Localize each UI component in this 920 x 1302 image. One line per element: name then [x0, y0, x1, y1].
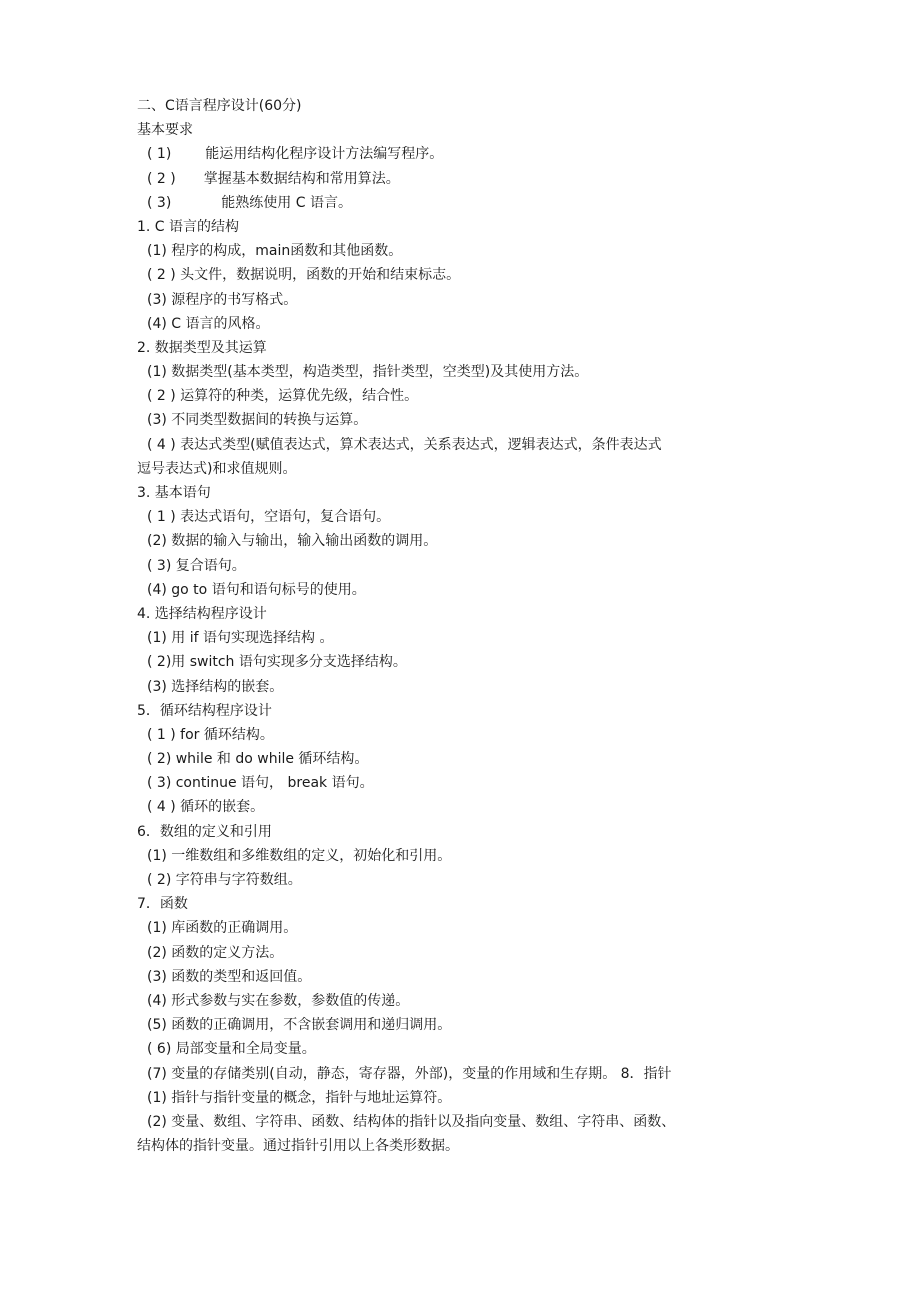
section-heading: 3. 基本语句: [137, 485, 211, 501]
list-item: ( 2) 字符串与字符数组。: [147, 872, 302, 888]
list-item: ( 3) continue 语句， break 语句。: [147, 775, 374, 792]
section-heading: 7．函数: [137, 896, 188, 913]
list-item: (4) 形式参数与实在参数，参数值的传递。: [147, 992, 410, 1009]
list-item: (4) go to 语句和语句标号的使用。: [147, 581, 366, 598]
list-item: (7) 变量的存储类别(自动，静态，寄存器，外部)，变量的作用域和生存期。 8．指针: [147, 1065, 672, 1082]
list-item: ( 6) 局部变量和全局变量。: [147, 1041, 316, 1058]
list-item: ( 2)用 switch 语句实现多分支选择结构。: [147, 654, 407, 671]
section-heading: 1. C 语言的结构: [137, 218, 240, 235]
section-title: 二、C语言程序设计(60分): [137, 98, 302, 114]
list-item: (3) 函数的类型和返回值。: [147, 968, 312, 985]
list-item: (2) 函数的定义方法。: [147, 944, 284, 961]
list-item-continuation: 逗号表达式)和求值规则。: [137, 460, 297, 477]
document-body: [137, 94, 777, 1158]
basic-req-item: ( 2 ) 掌握基本数据结构和常用算法。: [147, 170, 400, 187]
basic-req-item: ( 3) 能熟练使用 C 语言。: [147, 194, 352, 211]
section-heading: 4. 选择结构程序设计: [137, 605, 267, 622]
list-item: (3) 源程序的书写格式。: [147, 291, 298, 308]
list-item-continuation: 结构体的指针变量。通过指针引用以上各类形数据。: [137, 1138, 459, 1155]
list-item: (1) 数据类型(基本类型，构造类型，指针类型，空类型)及其使用方法。: [147, 364, 589, 381]
list-item: ( 1 ) 表达式语句，空语句，复合语句。: [147, 509, 391, 526]
list-item: ( 2 ) 头文件，数据说明，函数的开始和结束标志。: [147, 267, 461, 284]
list-item: (1) 程序的构成，main函数和其他函数。: [147, 243, 403, 260]
section-heading: 5．循环结构程序设计: [137, 702, 272, 719]
list-item: (4) C 语言的风格。: [147, 315, 270, 332]
list-item: (2) 数据的输入与输出，输入输出函数的调用。: [147, 533, 438, 550]
basic-req-item: ( 1) 能运用结构化程序设计方法编写程序。: [147, 146, 444, 163]
basic-req-heading: 基本要求: [137, 122, 193, 139]
list-item: (1) 一维数组和多维数组的定义，初始化和引用。: [147, 847, 452, 864]
list-item: (3) 不同类型数据间的转换与运算。: [147, 412, 368, 429]
list-item: ( 2) while 和 do while 循环结构。: [147, 751, 369, 768]
list-item: (5) 函数的正确调用，不含嵌套调用和递归调用。: [147, 1017, 452, 1034]
section-heading: 6．数组的定义和引用: [137, 823, 272, 840]
list-item: ( 4 ) 循环的嵌套。: [147, 799, 265, 816]
list-item: (3) 选择结构的嵌套。: [147, 678, 284, 695]
list-item: ( 3) 复合语句。: [147, 557, 246, 574]
list-item: (1) 库函数的正确调用。: [147, 920, 298, 937]
list-item: ( 4 ) 表达式类型(赋值表达式，算术表达式，关系表达式，逻辑表达式，条件表达式: [147, 436, 662, 453]
section-heading: 2. 数据类型及其运算: [137, 339, 267, 356]
list-item: (1) 用 if 语句实现选择结构 。: [147, 630, 334, 647]
list-item: ( 2 ) 运算符的种类，运算优先级，结合性。: [147, 388, 419, 405]
list-item: (2) 变量、数组、字符串、函数、结构体的指针以及指向变量、数组、字符串、函数、: [147, 1113, 676, 1130]
list-item: ( 1 ) for 循环结构。: [147, 726, 274, 743]
list-item: (1) 指针与指针变量的概念，指针与地址运算符。: [147, 1089, 452, 1106]
